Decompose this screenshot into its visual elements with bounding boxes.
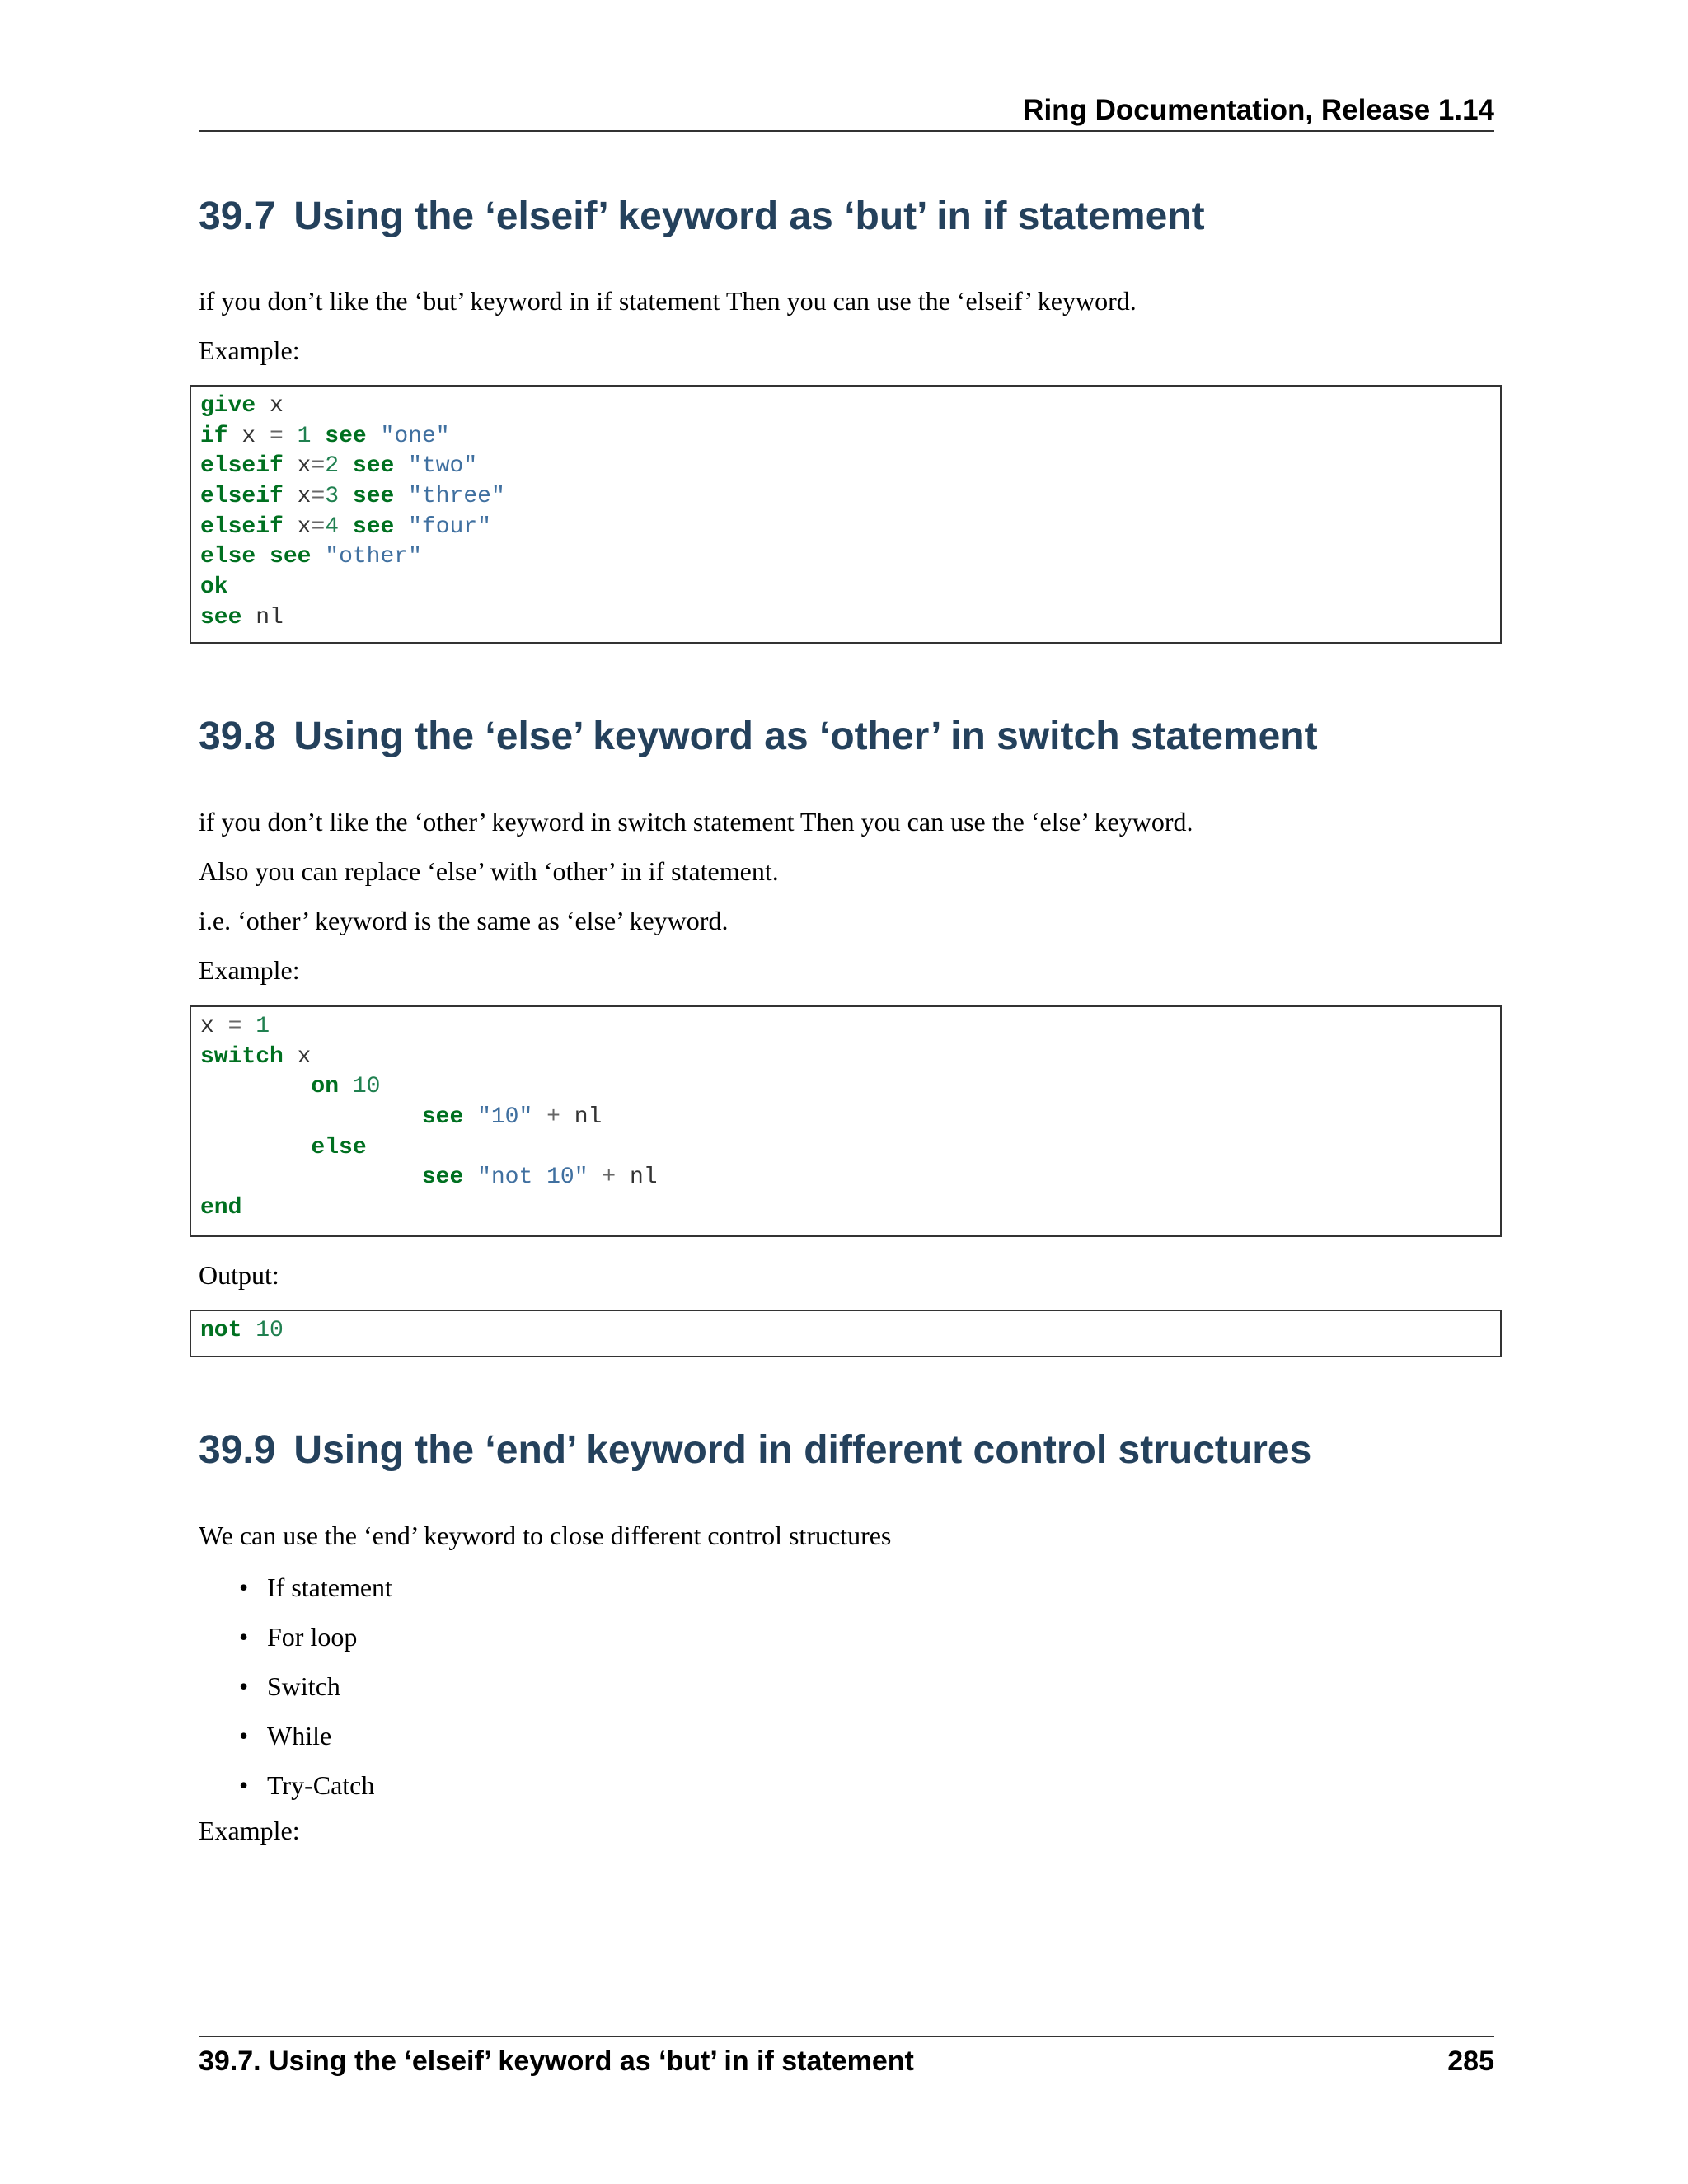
example-label: Example: (199, 955, 300, 985)
code-block-elseif (190, 385, 1502, 644)
paragraph: if you don’t like the ‘other’ keyword in switch statement Then you can use the ‘else’ keyword. (199, 807, 1193, 837)
section-number: 39.9 (199, 1428, 276, 1472)
code-line: else see "other" (200, 544, 422, 570)
code-line: x = 1 (200, 1014, 270, 1039)
output-label: Output: (199, 1260, 279, 1290)
code-line: end (200, 1195, 242, 1221)
code-line: elseif x=3 see "three" (200, 484, 505, 510)
code-line: elseif x=4 see "four" (200, 513, 491, 540)
example-label: Example: (199, 335, 300, 365)
code-line: elseif x=2 see "two" (200, 453, 478, 480)
list-item: • While (239, 1721, 332, 1750)
section-title-text: Using the ‘end’ keyword in different control structures (293, 1428, 1312, 1472)
code-line: see nl (200, 604, 284, 630)
section-title-text: Using the ‘elseif’ keyword as ‘but’ in if statement (293, 194, 1205, 238)
code-line: ok (200, 574, 228, 601)
section-number: 39.7 (199, 194, 276, 238)
code-line: on 10 (311, 1074, 381, 1100)
control-structures-list (239, 1571, 392, 1818)
footer-section-title: 39.7. Using the ‘elseif’ keyword as ‘but’ in if statement (199, 2046, 914, 2077)
section-number: 39.8 (199, 715, 276, 758)
list-item: • For loop (239, 1622, 358, 1652)
page-number: 285 (1447, 2046, 1494, 2077)
page-header (199, 89, 1494, 132)
code-line: see "not 10" + nl (421, 1165, 658, 1191)
code-line: switch x (200, 1043, 312, 1070)
paragraph: Also you can replace ‘else’ with ‘other’ in if statement. (199, 856, 779, 886)
paragraph: if you don’t like the ‘but’ keyword in if statement Then you can use the ‘elseif’ keyword. (199, 286, 1137, 316)
section-title-39-8 (199, 714, 1318, 759)
code-line: see "10" + nl (421, 1104, 603, 1131)
list-item: • Try-Catch (239, 1770, 375, 1800)
section-title-text: Using the ‘else’ keyword as ‘other’ in switch statement (293, 715, 1318, 758)
list-item: • If statement (239, 1572, 392, 1602)
code-block-switch (190, 1005, 1502, 1237)
list-item: • Switch (239, 1671, 340, 1701)
section-title-39-7 (199, 194, 1205, 239)
paragraph: We can use the ‘end’ keyword to close different control structures (199, 1521, 892, 1550)
code-line: if x = 1 see "one" (200, 423, 450, 449)
code-line: else (311, 1134, 367, 1160)
header-title: Ring Documentation, Release 1.14 (1023, 94, 1494, 126)
code-line: give x (200, 393, 284, 419)
output-block (190, 1310, 1502, 1357)
section-title-39-9 (199, 1427, 1311, 1473)
output-line: not 10 (200, 1318, 284, 1343)
example-label: Example: (199, 1816, 300, 1845)
page-footer (199, 2036, 1494, 2077)
paragraph: i.e. ‘other’ keyword is the same as ‘else’ keyword. (199, 906, 729, 935)
